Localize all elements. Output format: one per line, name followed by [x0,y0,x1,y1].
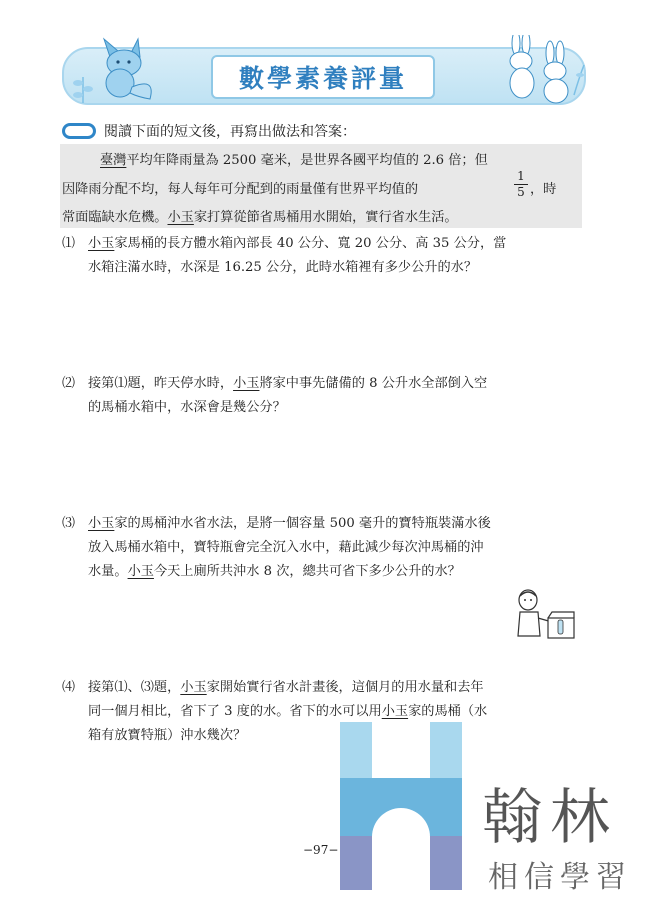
watermark-brand: 翰林 [482,783,618,853]
passage-line-3 [62,206,458,225]
passage-line-2 [62,178,418,197]
logo-arch-hole [372,808,430,890]
question-4-line-2-b: 家的馬桶（水 [408,704,488,719]
person-name: 小玉 [127,564,154,579]
question-2-line-1 [88,372,487,391]
question-3-line-3-a: 水量。 [88,564,128,579]
fox-illustration-icon [90,37,160,103]
question-4-line-3 [88,724,246,743]
logo-right-top [430,722,462,778]
logo-left-bottom [340,836,372,890]
question-1-number: ⑴ [62,236,76,251]
person-name: 小玉 [88,236,115,251]
instruction-row [62,120,356,142]
fraction-numerator: 1 [517,169,525,183]
header-banner [62,47,586,105]
question-2-line-1-a: 接第⑴題，昨天停水時， [88,376,234,391]
fraction-denominator: 5 [517,185,525,199]
girl-toilet-illustration-icon [512,588,578,644]
question-1-line-2 [88,256,477,275]
question-2-line-2 [88,396,286,415]
place-name-taiwan: 臺灣 [100,153,127,168]
watermark-slogan: 相信學習 [488,860,632,895]
person-name: 小玉 [167,210,194,225]
question-4-line-1 [88,676,484,695]
page-title: 數學素養評量 [238,64,407,93]
question-3-line-3-b: 今天上廁所共沖水 8 次，總共可省下多少公升的水？ [153,564,461,579]
rabbits-illustration-icon [496,35,586,105]
question-1-line-1-text: 家馬桶的長方體水箱內部長 40 公分、寬 20 公分、高 35 公分，當 [114,236,507,251]
question-2-number: ⑵ [62,376,76,391]
watermark-logo [340,722,462,890]
question-3-line-2-text: 放入馬桶水箱中，寶特瓶會完全沉入水中，藉此減少每次沖馬桶的沖 [88,540,484,555]
passage-line-3-b: 家打算從節省馬桶用水開始，實行省水生活。 [193,210,458,225]
question-4-number: ⑷ [62,680,76,695]
logo-left-top [340,722,372,778]
person-name: 小玉 [381,704,409,719]
person-name: 小玉 [88,516,115,531]
question-4-line-2-a: 同一個月相比，省下了 3 度的水。省下的水可以用 [88,704,382,719]
leaf-decoration-icon [70,69,96,103]
page-number: −97− [303,843,339,857]
pill-marker-icon [62,123,96,139]
logo-right-bottom [430,836,462,890]
passage-line-1 [100,149,488,168]
passage-line-2-end-text: ，時 [530,182,557,197]
passage-line-1-text: 平均年降雨量為 2500 毫米，是世界各國平均值的 2.6 倍；但 [126,153,488,168]
passage-line-2-text: 因降雨分配不均，每人每年可分配到的雨量僅有世界平均值的 [62,182,419,197]
question-3-line-2 [88,536,484,555]
question-2-line-1-b: 將家中事先儲備的 8 公升水全部倒入空 [259,376,488,391]
question-4-line-3-text: 箱有放寶特瓶）沖水幾次？ [88,728,247,743]
passage-line-3-a: 常面臨缺水危機。 [62,210,168,225]
fraction-one-fifth [514,170,528,199]
question-4-line-1-a: 接第⑴、⑶題， [88,680,181,695]
question-3-line-3 [88,560,461,579]
person-name: 小玉 [180,680,207,695]
question-3-number: ⑶ [62,516,76,531]
instruction-text: 閱讀下面的短文後，再寫出做法和答案： [104,124,356,140]
question-1-line-1 [88,232,506,251]
question-3-line-1 [88,512,491,531]
question-1-line-2-text: 水箱注滿水時，水深是 16.25 公分，此時水箱裡有多少公升的水？ [88,260,478,275]
question-4-line-2 [88,700,487,719]
passage-line-2-end [530,178,556,197]
title-box [211,55,435,99]
question-2-line-2-text: 的馬桶水箱中，水深會是幾公分？ [88,400,286,415]
question-4-line-1-b: 家開始實行省水計畫後，這個月的用水量和去年 [206,680,484,695]
person-name: 小玉 [233,376,260,391]
reading-passage [60,144,582,228]
question-3-line-1-text: 家的馬桶沖水省水法，是將一個容量 500 毫升的寶特瓶裝滿水後 [114,516,491,531]
